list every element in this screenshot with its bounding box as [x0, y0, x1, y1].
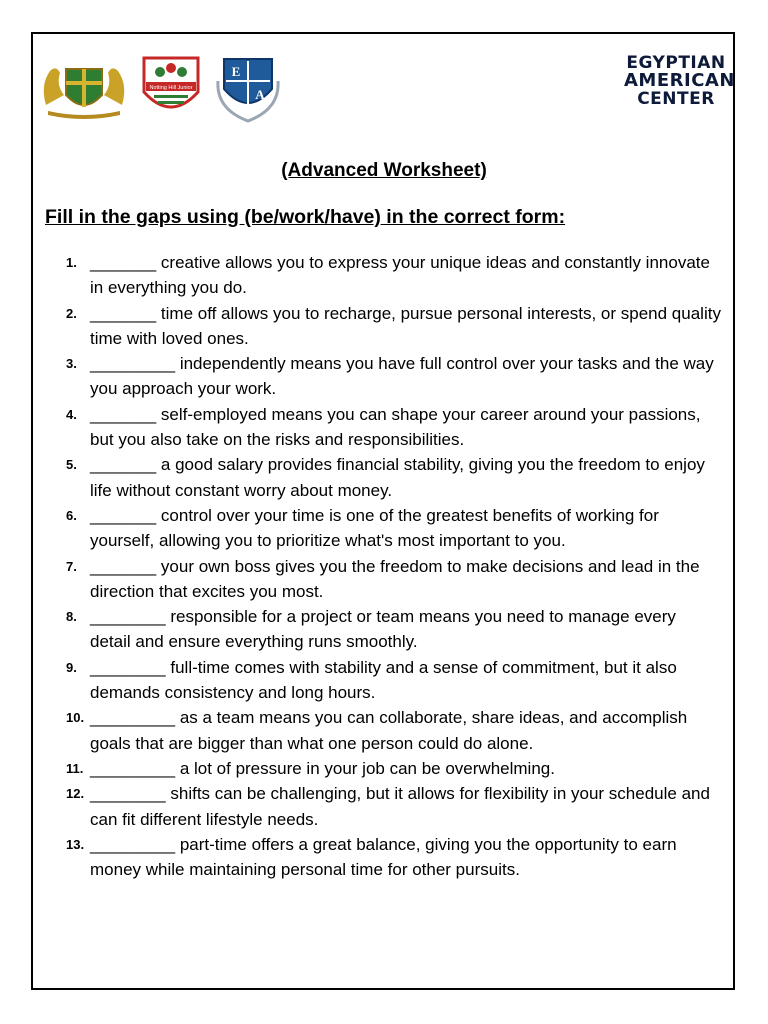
crest-lions-icon [36, 55, 132, 121]
question-text: _______ a good salary provides financial stability, giving you the freedom to enjoy life without constant worry about money. [90, 455, 705, 500]
brand-line-1: EGYPTIAN [626, 53, 726, 73]
question-text: _________ part-time offers a great balance, giving you the opportunity to earn money while maintaining personal time for other pursuits. [90, 834, 677, 880]
question-number: 4. [66, 406, 77, 422]
question-item [66, 655, 721, 706]
ea-shield-icon [210, 51, 286, 125]
question-number: 1. [66, 255, 77, 270]
question-item [66, 756, 721, 781]
egyptian-american-center-logo [624, 53, 735, 109]
question-number: 9. [66, 659, 77, 675]
question-text: _______ time off allows you to recharge, pursue personal interests, or spend quality time with loved ones. [90, 303, 721, 348]
question-item [66, 351, 721, 402]
question-number: 7. [66, 558, 77, 574]
logo-row [36, 50, 286, 125]
brand-line-3: CENTER [637, 89, 715, 109]
question-list [66, 250, 721, 882]
question-number: 3. [66, 356, 77, 372]
question-text: _________ independently means you have full control over your tasks and the way you approach your work. [90, 354, 714, 399]
question-text: ________ responsible for a project or team means you need to manage every detail and ensure everything runs smoothly. [90, 607, 676, 652]
question-item [66, 604, 721, 655]
question-item [66, 301, 721, 352]
question-item [66, 402, 721, 453]
question-text: ________ full-time comes with stability and a sense of commitment, but it also demands consistency and long hours. [90, 657, 677, 703]
question-number: 5. [66, 457, 77, 473]
question-text: _________ as a team means you can collaborate, share ideas, and accomplish goals that are bigger than what one person could do alone. [90, 708, 688, 753]
question-text: ________ shifts can be challenging, but it allows for flexibility in your schedule and can fit different lifestyle needs. [90, 784, 710, 829]
question-number: 6. [66, 507, 77, 523]
question-text: _______ creative allows you to express your unique ideas and constantly innovate in everything you do. [90, 253, 710, 298]
question-item [66, 705, 721, 756]
question-text: _______ your own boss gives you the freedom to make decisions and lead in the direction that excites you most. [90, 556, 700, 601]
question-text: _______ self-employed means you can shape your career around your passions, but you also take on the risks and responsibilities. [90, 404, 701, 450]
notting-hill-badge-text: Notting Hill Junior [149, 84, 193, 91]
question-item [66, 554, 721, 605]
question-number: 13. [66, 836, 85, 852]
question-number: 8. [66, 609, 77, 625]
notting-hill-badge-icon [140, 52, 202, 124]
question-number: 12. [66, 786, 85, 802]
question-item [66, 503, 721, 554]
question-number: 11. [66, 760, 84, 776]
ea-shield-letter-e: E [231, 63, 241, 79]
question-item [66, 832, 721, 883]
worksheet-title: (Advanced Worksheet) [281, 160, 487, 181]
question-item [66, 250, 721, 301]
question-item [66, 452, 721, 503]
brand-line-2: AMERICAN [624, 70, 735, 91]
question-text: _________ a lot of pressure in your job can be overwhelming. [90, 758, 555, 778]
question-text: _______ control over your time is one of the greatest benefits of working for yourself, allowing you to prioritize what's most important to you. [90, 505, 659, 551]
question-number: 10. [66, 710, 85, 726]
worksheet-instruction: Fill in the gaps using (be/work/have) in the correct form: [45, 206, 566, 228]
question-number: 2. [66, 305, 77, 321]
question-item [66, 781, 721, 832]
ea-shield-letter-a: A [255, 86, 265, 102]
